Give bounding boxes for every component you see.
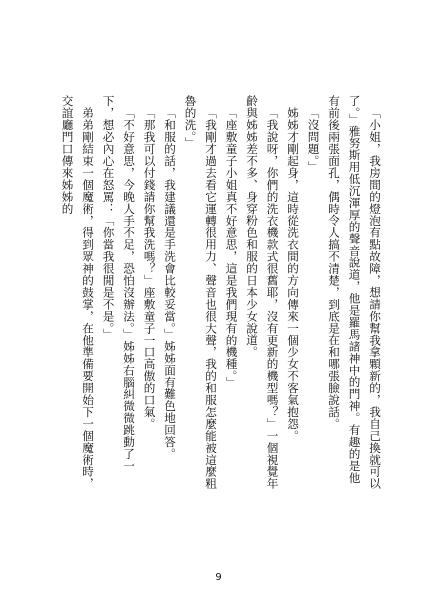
page-body-text [60,95,385,490]
paragraph-2: 「沒問題。」 [306,106,321,173]
paragraph-5: 「座敷童子小姐真不好意思，這是我們現有的機種。」 [224,106,239,388]
paragraph-6: 「我剛才過去看它運轉很用力、聲音也很大聲，我的和服怎麼能被這麼粗魯的洗。」 [183,95,218,489]
paragraph-9: 「不好意思，今晚人手不足，恐怕沒辦法。」姊姊右腦糾微微跳動了一下，想必內心在怒罵：「你當我很閒是不是。」 [101,95,136,472]
page-number: 9 [215,572,222,583]
paragraph-8: 「那我可以付錢請你幫我洗嗎？」座敷童子一口高傲的口氣。 [142,106,157,430]
paragraph-4: 「我說呀，你們的洗衣機款式很舊耶，沒有更新的機型嗎？」一個視覺年齡與姊姊差不多、身穿粉色和服的日本少女說道。 [245,95,280,489]
paragraph-3: 姊姊才剛起身，這時從洗衣間的方向傳來一個少女不客氣抱怨。 [286,106,300,442]
paragraph-7: 「和服的話，我建議還是手洗會比較妥當。」姊姊面有難色地回答。 [163,106,177,460]
paragraph-1: 「小姐，我房間的燈泡有點故障，想請你幫我拿顆新的，我自己換就可以了。」雅努斯用低沉渾厚的聲音說道，他是羅馬諸神中的門神。有趣的是他有前後兩張面孔，偶時令人搞不清楚，到底是在和哪張臉說話。 [327,95,382,489]
paragraph-10: 弟弟剛結束一個魔術，得到眾神的鼓掌，在他準備要開始下一個魔術時，交誼廳門口傳來姊姊的 [60,95,95,489]
